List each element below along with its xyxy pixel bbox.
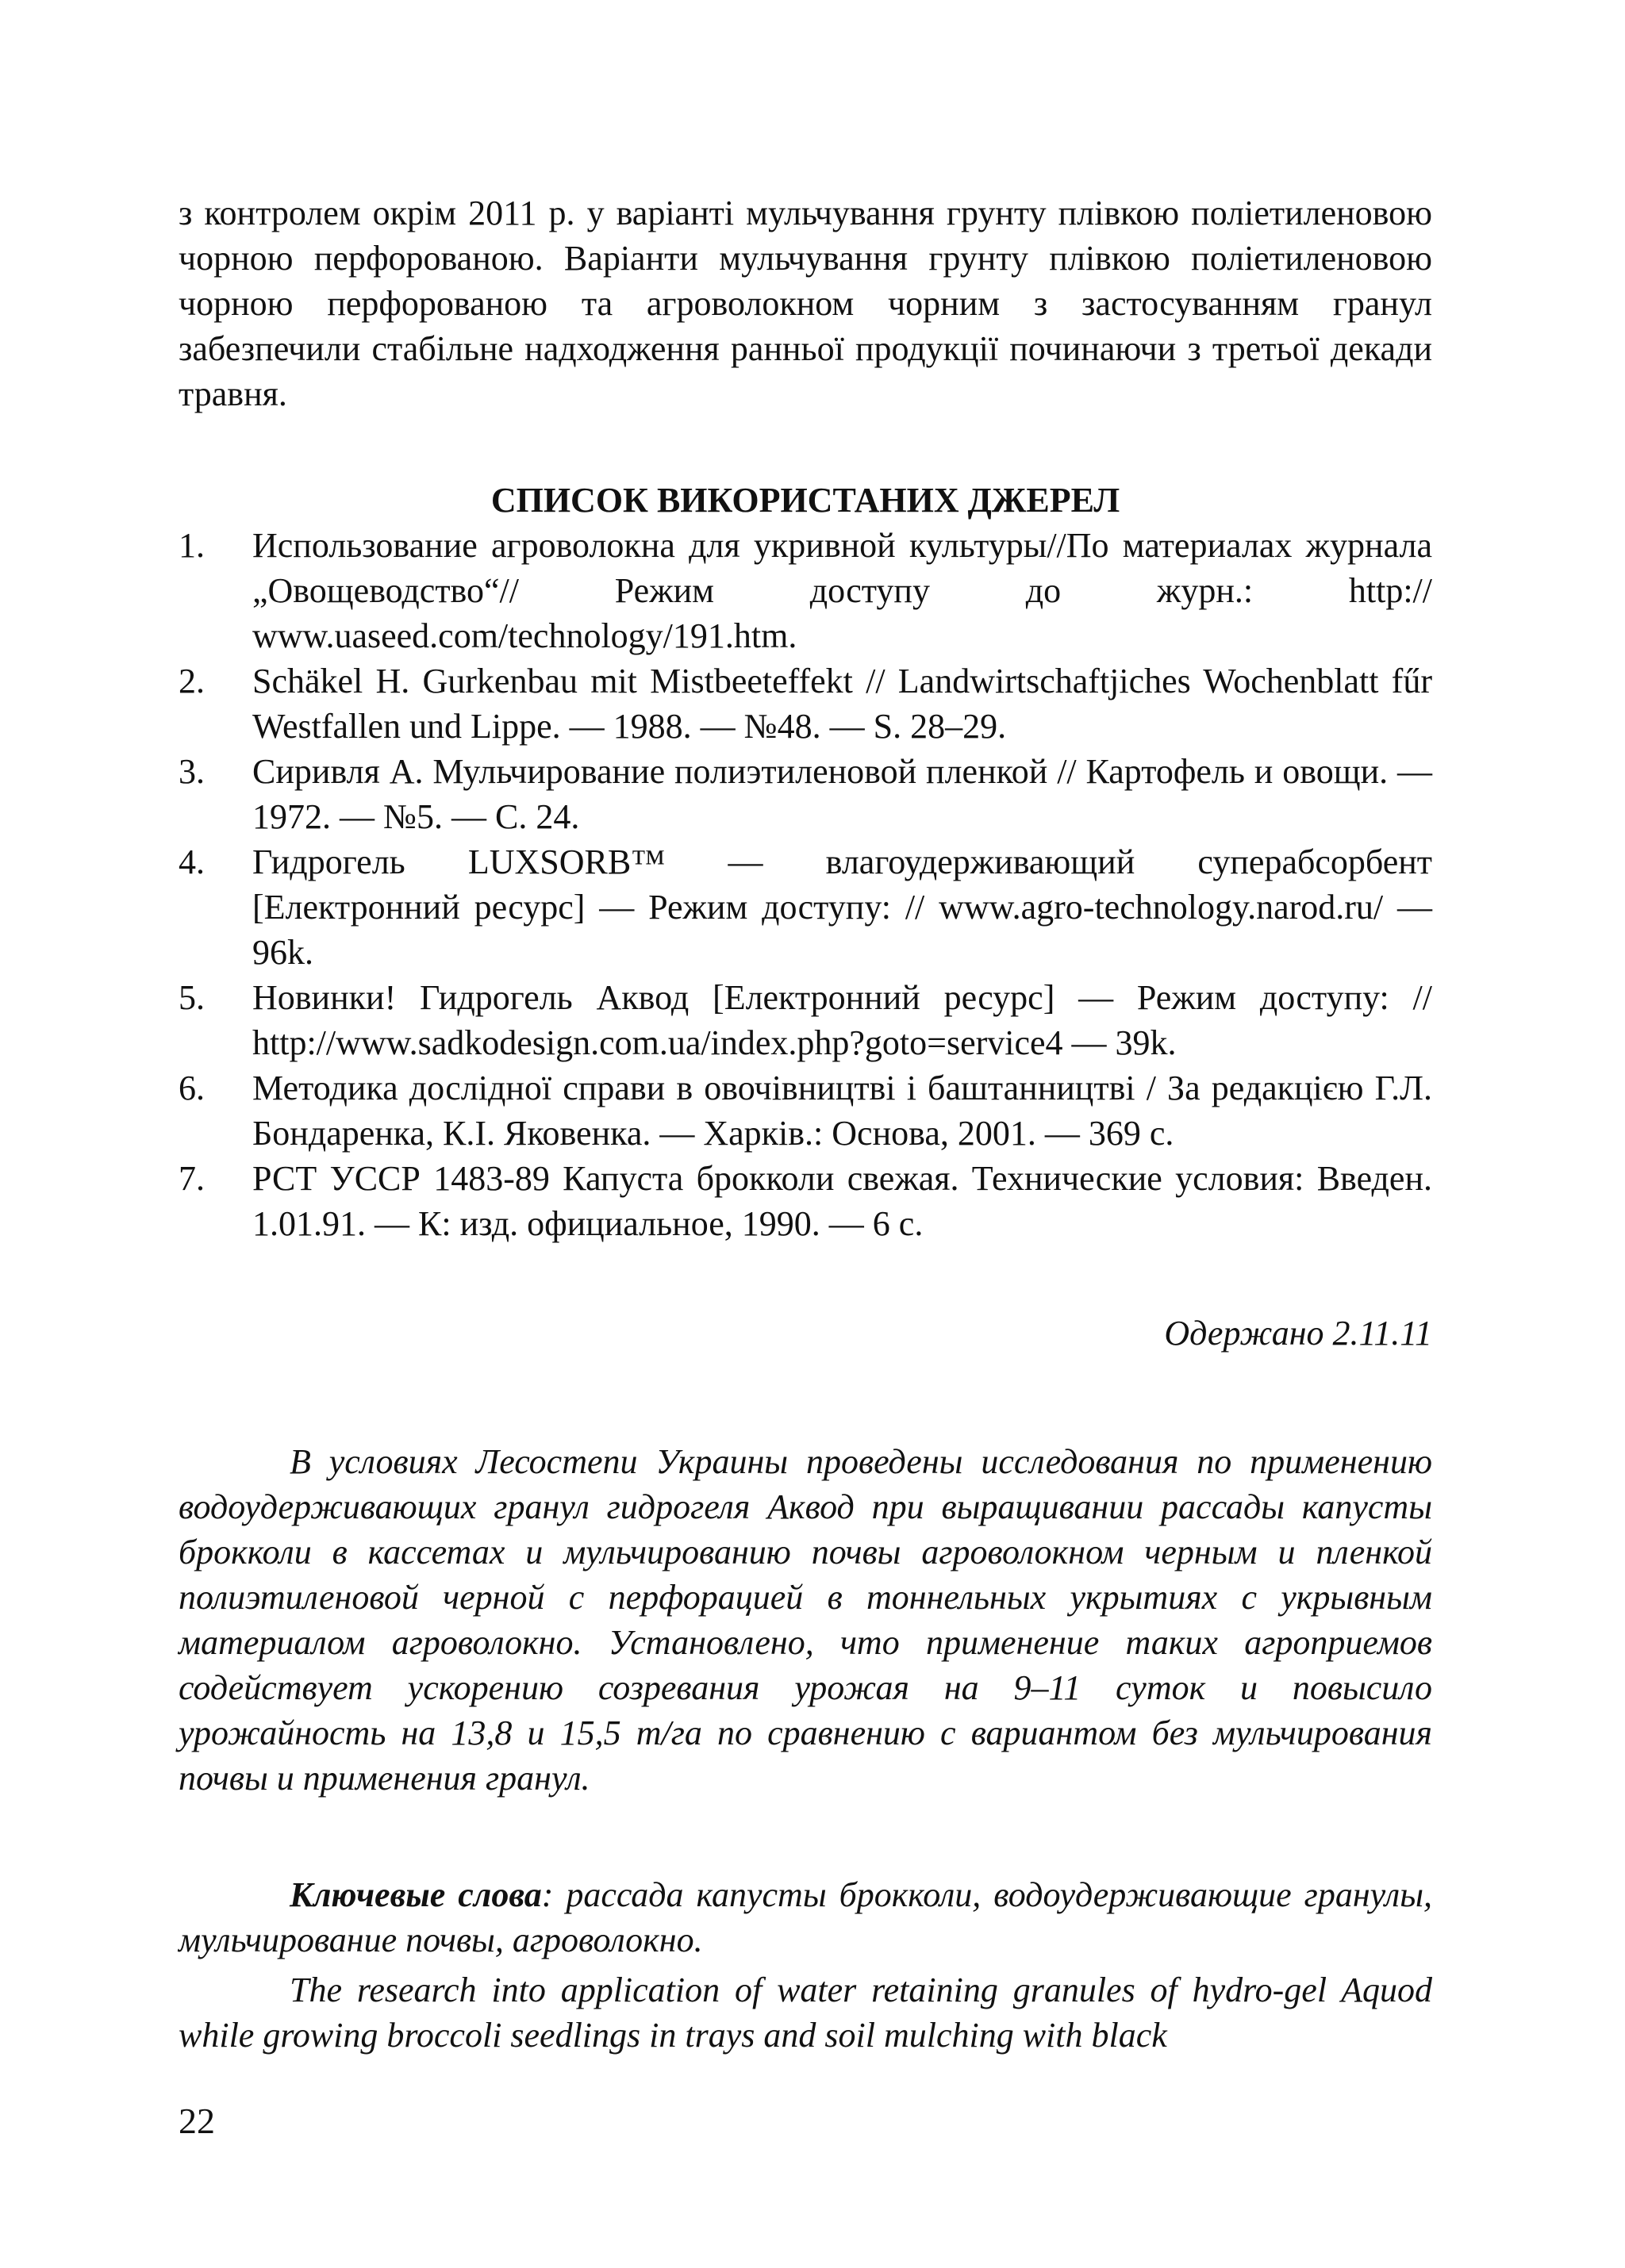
reference-number: 4. <box>179 842 205 881</box>
reference-item <box>179 975 1432 1065</box>
reference-item <box>179 1156 1432 1246</box>
reference-number: 7. <box>179 1159 205 1198</box>
page-content <box>179 190 1432 2058</box>
reference-item <box>179 839 1432 975</box>
reference-number: 3. <box>179 752 205 791</box>
reference-text: Использование агроволокна для укривной культуры//По материалах журнала „Овощеводство“// Режим доступу до журн.: http:// www.uaseed.com/technology/191.htm. <box>252 526 1432 655</box>
abstract-russian: В условиях Лесостепи Украины проведены исследования по применению водоудерживающих гранул гидрогеля Аквод при выращивании рассады капусты брокколи в кассетах и мульчированию почвы агроволокном черным и пленкой полиэтиленовой черной с перфорацией в тоннельных укрытиях с укрывным материалом агроволокно. Установлено, что применение таких агроприемов содействует ускорению созревания урожая на 9–11 суток и повысило урожайность на 13,8 и 15,5 т/га по сравнению с вариантом без мульчирования почвы и применения гранул. <box>179 1442 1432 1798</box>
reference-item <box>179 1065 1432 1156</box>
reference-text: Новинки! Гидрогель Аквод [Електронний ресурс] — Режим доступу: // http://www.sadkodesign.com.ua/index.php?goto=service4 — 39k. <box>252 978 1432 1062</box>
reference-number: 1. <box>179 526 205 565</box>
reference-item <box>179 523 1432 658</box>
reference-number: 6. <box>179 1069 205 1107</box>
received-date: Одержано 2.11.11 <box>1164 1314 1432 1353</box>
reference-text: Методика дослідної справи в овочівництві і баштанництві / За редакцією Г.Л. Бондаренка, К.І. Яковенка. — Харків.: Основа, 2001. — 369 с. <box>252 1069 1432 1153</box>
reference-text: Гидрогель LUXSORB™ — влагоудерживающий суперабсорбент [Електронний ресурс] — Режим доступу: // www.agro-technology.narod.ru/ — 96k. <box>252 842 1432 972</box>
references-heading: СПИСОК ВИКОРИСТАНИХ ДЖЕРЕЛ <box>490 481 1120 520</box>
reference-number: 2. <box>179 662 205 700</box>
intro-paragraph: з контролем окрім 2011 р. у варіанті мульчування грунту плівкою поліетиленовою чорною перфорованою. Варіанти мульчування грунту плівкою поліетиленовою чорною перфорованою та агроволокном чорним з застосуванням гранул забезпечили стабільне надходження ранньої продукції починаючи з третьої декади травня. <box>179 194 1432 413</box>
keywords-text: : рассада капусты брокколи, водоудерживающие гранулы, мульчирование почвы, агроволокно. <box>179 1875 1433 1959</box>
keywords-paragraph <box>179 1801 1432 1963</box>
reference-item <box>179 749 1432 839</box>
reference-text: Schäkel H. Gurkenbau mit Mistbeeteffekt // Landwirtschaftjiches Wochenblatt fűr Westfallen und Lippe. — 1988. — №48. — S. 28–29. <box>252 662 1432 746</box>
page-number: 22 <box>179 2101 215 2141</box>
reference-item <box>179 658 1432 749</box>
reference-text: Сиривля А. Мульчирование полиэтиленовой пленкой // Картофель и овощи. — 1972. — №5. — С. 24. <box>252 752 1432 836</box>
reference-text: РСТ УССР 1483-89 Капуста брокколи свежая. Технические условия: Введен. 1.01.91. — К: изд. официальное, 1990. — 6 с. <box>252 1159 1432 1243</box>
reference-list <box>179 523 1432 1246</box>
reference-number: 5. <box>179 978 205 1017</box>
keywords-label: Ключевые слова <box>290 1875 542 1914</box>
abstract-english: The research into application of water retaining granules of hydro-gel Aquod while growing broccoli seedlings in trays and soil mulching with black <box>179 1971 1432 2055</box>
